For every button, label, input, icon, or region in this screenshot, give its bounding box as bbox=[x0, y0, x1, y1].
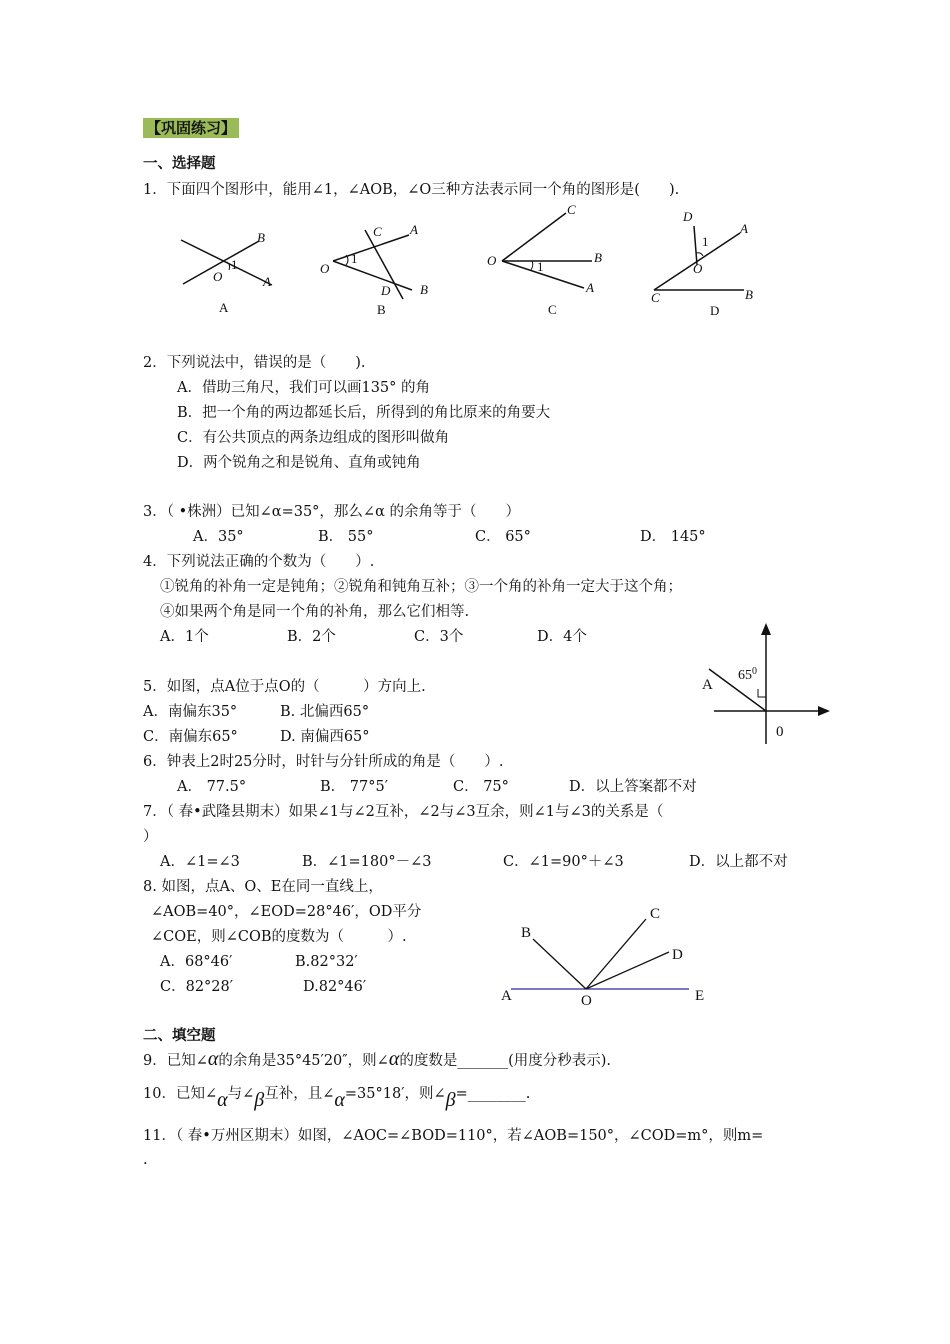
q10-p2: 与∠ bbox=[227, 1086, 255, 1102]
q10-p3: 互补，且∠ bbox=[264, 1086, 335, 1102]
q5-label-o: 0 bbox=[776, 724, 784, 740]
q1b-label-c: C bbox=[373, 224, 382, 239]
q6-option-b: B． 77°5′ bbox=[320, 779, 388, 795]
q6-option-c: C． 75° bbox=[453, 779, 509, 795]
q10-end: . bbox=[525, 1086, 531, 1102]
q1c-label-b: B bbox=[594, 250, 602, 265]
q1-figures bbox=[0, 195, 950, 335]
q8-label-a: A bbox=[501, 988, 512, 1004]
q1d-label-c: C bbox=[651, 290, 660, 305]
q8-line3: ∠COE，则∠COB的度数为（ ）. bbox=[151, 929, 407, 945]
q10-blank[interactable]: ________ bbox=[467, 1086, 526, 1102]
q3-option-a: A．35° bbox=[193, 529, 244, 545]
q5-angle-label bbox=[738, 666, 757, 683]
q1c-label-a: A bbox=[586, 280, 594, 295]
q9-alpha-2: α bbox=[388, 1048, 400, 1070]
q2-option-c: C．有公共顶点的两条边组成的图形叫做角 bbox=[177, 430, 450, 446]
q9-alpha: α bbox=[207, 1048, 219, 1070]
q4-option-c: C．3个 bbox=[414, 629, 464, 645]
q1b-label-b: B bbox=[420, 282, 428, 297]
q3-text: 3．（ •株洲）已知∠α=35°，那么∠α 的余角等于（ ） bbox=[143, 504, 520, 520]
q9-line bbox=[143, 1050, 611, 1070]
q1d-label-1: 1 bbox=[702, 234, 709, 249]
q5-text: 5．如图，点A位于点O的（ ）方向上. bbox=[143, 679, 426, 695]
q2-option-a: A．借助三角尺，我们可以画135° 的角 bbox=[177, 380, 431, 396]
q7-option-d: D．以上都不对 bbox=[689, 854, 788, 870]
q3-option-c: C． 65° bbox=[475, 529, 531, 545]
q4-text: 4．下列说法正确的个数为（ ）. bbox=[143, 554, 375, 570]
q8-label-b: B bbox=[521, 925, 532, 941]
q2-option-d: D．两个锐角之和是锐角、直角或钝角 bbox=[177, 455, 421, 471]
q10-p1: 10．已知∠ bbox=[143, 1086, 218, 1102]
q10-beta: β bbox=[254, 1089, 265, 1111]
q4-option-a: A．1个 bbox=[160, 629, 209, 645]
q5-option-d: D. 南偏西65° bbox=[280, 729, 370, 745]
q1-figure-b bbox=[320, 222, 428, 317]
q10-p5: = bbox=[455, 1086, 468, 1102]
q9-prefix: 9．已知∠ bbox=[143, 1053, 208, 1069]
q8-label-e: E bbox=[695, 988, 705, 1004]
q1c-label-c: C bbox=[567, 202, 576, 217]
q5-label-a: A bbox=[702, 677, 713, 693]
q11-cont: . bbox=[143, 1152, 148, 1168]
q3-option-b: B． 55° bbox=[318, 529, 374, 545]
q1b-label-a: A bbox=[410, 222, 418, 237]
q4-option-d: D．4个 bbox=[537, 629, 587, 645]
q6-option-d: D．以上答案都不对 bbox=[569, 779, 697, 795]
q8-label-c: C bbox=[650, 906, 661, 922]
q6-text: 6．钟表上2时25分时，时针与分针所成的角是（ ）. bbox=[143, 754, 504, 770]
q8-option-a: A．68°46′ bbox=[160, 954, 233, 970]
q1c-label-1: 1 bbox=[537, 259, 544, 274]
q8-line2: ∠AOB=40°，∠EOD=28°46′，OD平分 bbox=[151, 904, 422, 920]
q2-text: 2．下列说法中，错误的是（ ). bbox=[143, 355, 366, 371]
q10-p4: =35°18′，则∠ bbox=[344, 1086, 446, 1102]
q5-angle-sup: 0 bbox=[752, 666, 757, 677]
q7-option-c: C．∠1=90°＋∠3 bbox=[503, 854, 624, 870]
q1d-label-a: A bbox=[740, 221, 748, 236]
q1b-label-d: D bbox=[381, 283, 391, 298]
q7-text-cont: ） bbox=[143, 829, 158, 845]
q10-alpha-2: α bbox=[334, 1089, 345, 1111]
q5-option-b: B. 北偏西65° bbox=[280, 704, 370, 720]
q1b-label-1: 1 bbox=[351, 251, 358, 266]
part2-title: 二、填空题 bbox=[143, 1028, 216, 1044]
q5-figure bbox=[700, 620, 840, 750]
q1a-label-b: B bbox=[257, 230, 265, 245]
part1-title: 一、选择题 bbox=[143, 156, 216, 172]
section-heading: 【巩固练习】 bbox=[143, 118, 239, 138]
q1-figure-c bbox=[487, 202, 602, 317]
q8-figure bbox=[495, 900, 735, 1010]
q8-option-c: C．82°28′ bbox=[160, 979, 234, 995]
q2-option-b: B．把一个角的两边都延长后，所得到的角比原来的角要大 bbox=[177, 405, 551, 421]
q1c-label-o: O bbox=[487, 253, 497, 268]
q1a-label-a: A bbox=[263, 274, 271, 289]
q1b-caption: B bbox=[377, 302, 386, 317]
q4-option-b: B．2个 bbox=[287, 629, 336, 645]
q5-option-c: C．南偏东65° bbox=[143, 729, 238, 745]
q7-text: 7．（ 春•武隆县期末）如果∠1与∠2互补，∠2与∠3互余，则∠1与∠3的关系是（ bbox=[143, 804, 664, 820]
q1-figure-a bbox=[181, 230, 272, 315]
q1a-caption: A bbox=[219, 300, 229, 315]
q10-line bbox=[143, 1077, 530, 1109]
q3-option-d: D． 145° bbox=[640, 529, 706, 545]
q8-line1: 8. 如图，点A、O、E在同一直线上， bbox=[143, 879, 383, 895]
q1d-label-b: B bbox=[745, 287, 753, 302]
q8-option-b: B.82°32′ bbox=[295, 954, 358, 970]
q1a-label-1: 1 bbox=[231, 257, 238, 272]
q4-line1: ①锐角的补角一定是钝角；②锐角和钝角互补；③一个角的补角一定大于这个角； bbox=[160, 579, 682, 595]
q4-line2: ④如果两个角是同一个角的补角，那么它们相等. bbox=[160, 604, 470, 620]
q1b-label-o: O bbox=[320, 261, 330, 276]
q8-label-o: O bbox=[581, 993, 592, 1009]
q5-angle-value: 65 bbox=[738, 668, 752, 683]
q10-alpha: α bbox=[217, 1089, 228, 1111]
q8-option-d: D.82°46′ bbox=[303, 979, 367, 995]
q1c-caption: C bbox=[548, 302, 557, 317]
q9-mid: 的余角是35°45′20″，则∠ bbox=[218, 1053, 389, 1069]
q1d-label-d: D bbox=[683, 209, 693, 224]
q7-option-a: A．∠1=∠3 bbox=[160, 854, 240, 870]
q9-blank[interactable]: _______ bbox=[457, 1053, 509, 1069]
q8-label-d: D bbox=[672, 947, 683, 963]
q1-figure-d bbox=[651, 209, 753, 318]
q1a-label-o: O bbox=[213, 269, 223, 284]
q5-option-a: A．南偏东35° bbox=[143, 704, 238, 720]
q6-option-a: A． 77.5° bbox=[177, 779, 247, 795]
q7-option-b: B．∠1=180°－∠3 bbox=[302, 854, 432, 870]
q9-tail: (用度分秒表示). bbox=[508, 1053, 612, 1069]
q9-suffix: 的度数是 bbox=[399, 1053, 458, 1069]
q1-text: 1．下面四个图形中，能用∠1，∠AOB，∠O三种方法表示同一个角的图形是( ). bbox=[143, 182, 680, 198]
q1d-caption: D bbox=[710, 303, 720, 318]
q10-beta-2: β bbox=[445, 1089, 456, 1111]
q11-text: 11．（ 春•万州区期末）如图，∠AOC=∠BOD=110°，若∠AOB=150°，∠COD=m°，则m= bbox=[143, 1128, 764, 1144]
q1d-label-o: O bbox=[693, 261, 703, 276]
